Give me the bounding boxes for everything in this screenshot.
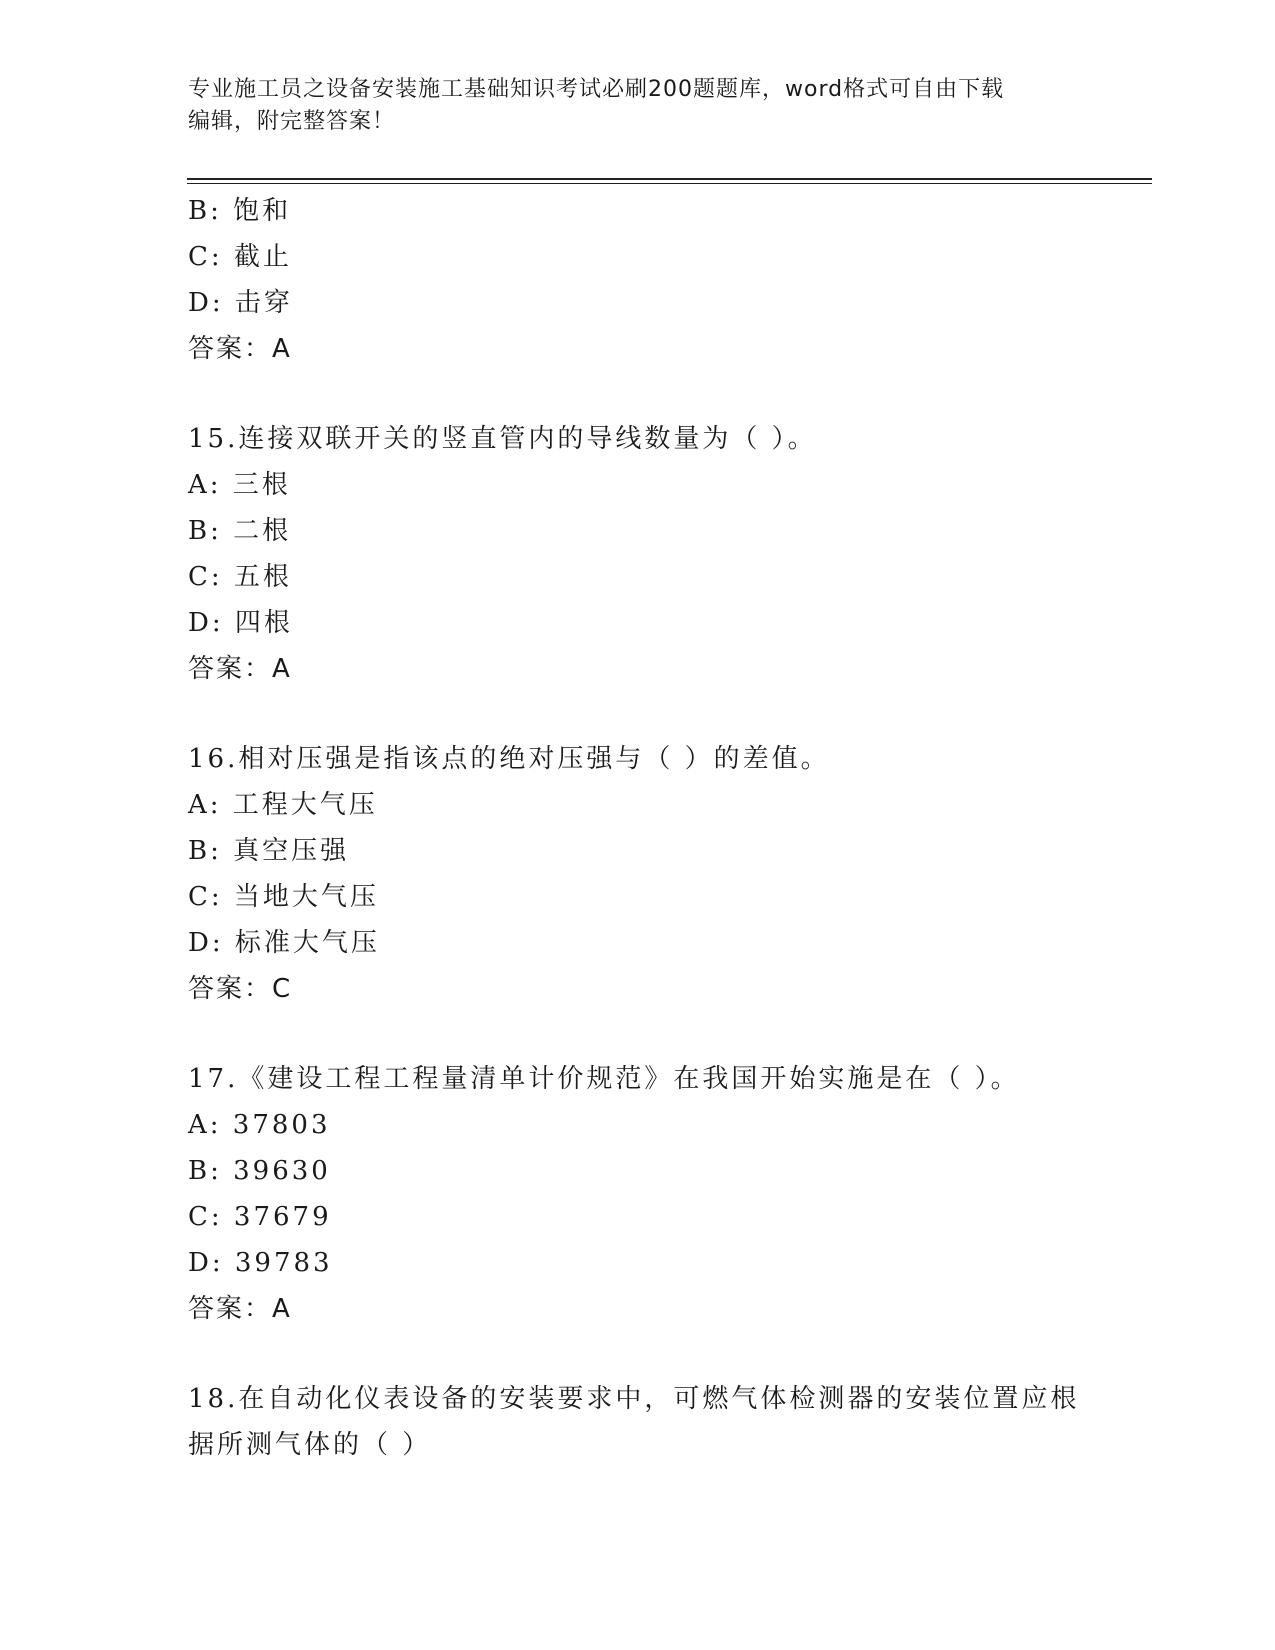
question-text-line-2: 据所测气体的（ ） <box>188 1430 432 1460</box>
question-text: 15.连接双联开关的竖直管内的导线数量为（ ）。 <box>188 424 817 454</box>
option-c: C: 37679 <box>188 1202 332 1232</box>
option-b: B: 饱和 <box>188 196 292 226</box>
option-a: A: 三根 <box>188 470 291 500</box>
question-block-18 <box>188 1376 1148 1468</box>
header-divider <box>187 178 1152 184</box>
question-text: 16.相对压强是指该点的绝对压强与（ ）的差值。 <box>188 744 830 774</box>
answer-line: 答案：A <box>188 654 292 684</box>
answer-line: 答案：A <box>188 1294 292 1324</box>
option-a: A: 工程大气压 <box>188 790 378 820</box>
answer-line: 答案：A <box>188 334 292 364</box>
option-c: C: 截止 <box>188 242 292 272</box>
header-title-line-2: 编辑，附完整答案！ <box>188 109 396 134</box>
question-text: 17.《建设工程工程量清单计价规范》在我国开始实施是在（ ）。 <box>188 1064 1020 1094</box>
answer-line: 答案：C <box>188 974 293 1004</box>
question-block-15 <box>188 416 1148 692</box>
question-block-16 <box>188 736 1148 1012</box>
option-a: A: 37803 <box>188 1110 331 1140</box>
option-b: B: 二根 <box>188 516 292 546</box>
question-text-line-1: 18.在自动化仪表设备的安装要求中，可燃气体检测器的安装位置应根 <box>188 1384 1080 1414</box>
document-header <box>188 74 1088 138</box>
option-d: D: 击穿 <box>188 288 293 318</box>
question-list <box>188 188 1148 1468</box>
question-block-14 <box>188 188 1148 372</box>
option-c: C: 当地大气压 <box>188 882 379 912</box>
option-b: B: 39630 <box>188 1156 331 1186</box>
option-b: B: 真空压强 <box>188 836 350 866</box>
option-d: D: 标准大气压 <box>188 928 380 958</box>
option-d: D: 四根 <box>188 608 293 638</box>
question-block-17 <box>188 1056 1148 1332</box>
option-d: D: 39783 <box>188 1248 333 1278</box>
option-c: C: 五根 <box>188 562 292 592</box>
header-title-line-1: 专业施工员之设备安装施工基础知识考试必刷200题题库，word格式可自由下载 <box>188 77 1005 102</box>
